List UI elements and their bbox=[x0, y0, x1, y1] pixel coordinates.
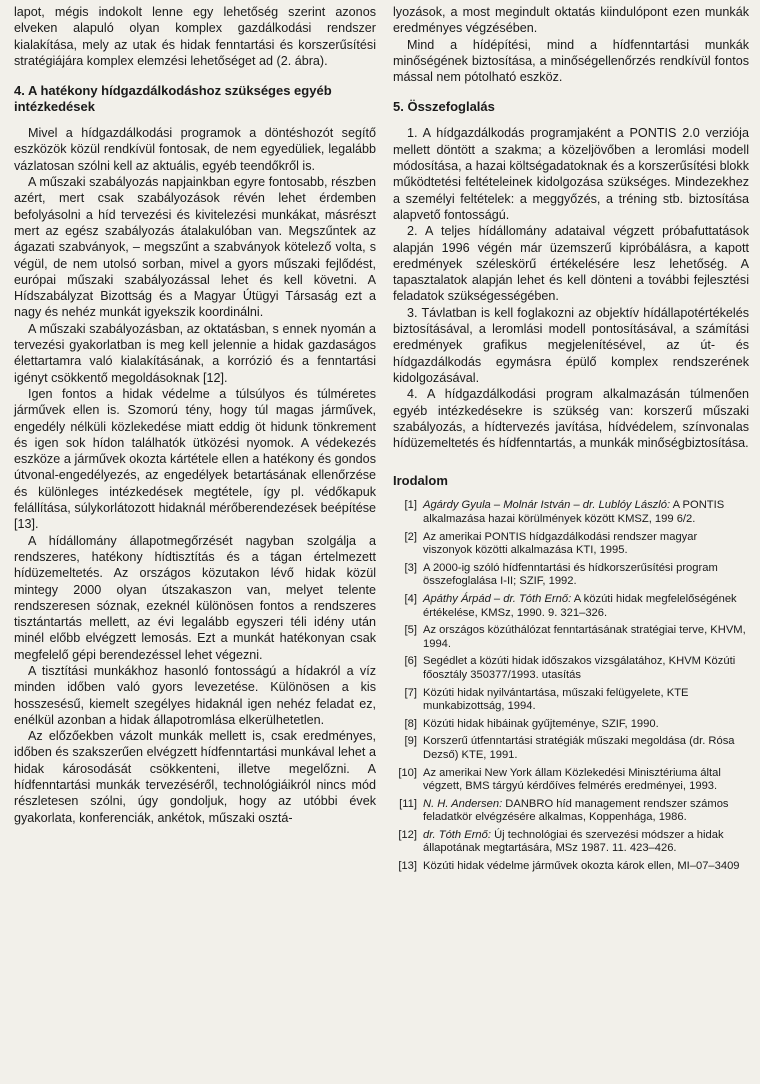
reference-item bbox=[393, 718, 749, 732]
reference-item bbox=[393, 562, 749, 589]
reference-text bbox=[423, 531, 749, 558]
reference-item bbox=[393, 798, 749, 825]
reference-author: Apáthy Árpád – dr. Tóth Ernő: bbox=[423, 592, 572, 605]
reference-author: Agárdy Gyula – Molnár István – dr. Lublóy László: bbox=[423, 499, 671, 512]
paragraph: Igen fontos a hidak védelme a túlsúlyos és túlméretes járművek ellen is. Szomorú tény, hogy túl magas járművek, engedély nélküli közlekedése miatt eddig öt hidunk tönkrement és igen sok hídon találhatók ütközési nyomok. A védekezés eszköze a járművek okozta kártétele ellen a hatékony és gondos útvonal-engedélyezés, az engedélyek betartásának ellenőrzése és különleges intézkedések megtétele, így pl. védőkapuk felállítása, súlykorlátozott hidaknál mérőberendezések beépítése [13]. bbox=[14, 386, 376, 532]
summary-item: 4. A hídgazdálkodási program alkalmazásán túlmenően egyéb intézkedésekre is szükség van: korszerű műszaki szabályozás, a hídtervezés javítása, hídvédelem, színvonalas hídüzemeltetés és hídfenntartás, a munkák minőségbiztosítása. bbox=[393, 387, 749, 451]
reference-number: [3] bbox=[404, 561, 417, 574]
paragraph: Mind a hídépítési, mind a hídfenntartási munkák minőségének biztosítása, a minőségellenőrzés rendkívül fontos mással nem pótolható eszköz. bbox=[393, 37, 749, 85]
paragraph-continued: lapot, mégis indokolt lenne egy lehetőség szerint azonos elveken alapuló olyan komplex gazdálkodási rendszer kialakítása, mely az utak és hidak fenntartási és korszerűsítési stratégiájára komplex elemzési lehetőséget ad (2. ábra). bbox=[14, 5, 376, 68]
reference-item bbox=[393, 829, 749, 856]
reference-text bbox=[423, 860, 749, 874]
reference-number: [13] bbox=[398, 860, 417, 873]
paragraph: Az előzőekben vázolt munkák mellett is, csak eredményes, időben és szakszerűen elvégzett hídfenntartási munkával lehet a hidak károsodását csökkenteni, illetve megelőzni. A hídfenntartási munkák tervezéséről, technológiáikról nincs mód részletesen szólni, úgy gondoljuk, hogy az utóbbi évek gyakorlata, konferenciák, ankétok, műszaki osztá- bbox=[14, 729, 376, 825]
reference-item bbox=[393, 531, 749, 558]
section-5-heading: 5. Összefoglalás bbox=[393, 99, 495, 115]
summary-item: 1. A hídgazdálkodás programjaként a PONTIS 2.0 verziója mellett döntött a szakma; a közeljövőben a leromlási modell módosítása, a hazai költségadatoknak és a korszerűsítési blokk működtetési feltételeinek kidolgozása szükséges. Mindezekhez a személyi feltételek: a meggyőzés, a tréning stb. biztosítása alapvető fontosságú. bbox=[393, 126, 749, 222]
paragraph: A műszaki szabályozás napjainkban egyre fontosabb, részben azért, mert csak szabályozások révén lehet érdemben befolyásolni a híd tervezési és kivitelezési munkákat, másrészt mert az egész szabályozás átalakulóban van. Megszűntek az ágazati szabványok, – megszűnt a szabványok kötelező volta, s végül, de nem utolsó sorban, mivel a gyors műszaki fejlődést, európai műszaki szabályozással lehet és kell követni. A Hídszabályzat Bizottság és a Magyar Útügyi Társaság ezt a nagy és nehéz munkát igyekszik koordinálni. bbox=[14, 175, 376, 320]
reference-text bbox=[423, 624, 749, 651]
reference-number: [11] bbox=[399, 797, 417, 810]
reference-body: Új technológiai és szervezési módszer a hidak állapotának megtartására, MSz 1987. 11. 423–426. bbox=[423, 828, 724, 855]
reference-number: [9] bbox=[404, 735, 417, 748]
reference-text bbox=[423, 829, 749, 856]
reference-body: Korszerű útfenntartási stratégiák műszaki megoldása (dr. Rósa Dezső) KTE, 1991. bbox=[423, 735, 735, 761]
reference-body: Segédlet a közúti hidak időszakos vizsgálatához, KHVM Közúti főosztály 350377/1993. utasítás bbox=[423, 655, 736, 681]
reference-body: Az országos közúthálózat fenntartásának stratégiai terve, KHVM, 1994. bbox=[423, 624, 746, 650]
reference-item bbox=[393, 593, 749, 620]
reference-text bbox=[423, 798, 749, 825]
reference-body: Az amerikai New York állam Közlekedési Minisztériuma által végzett, BMS tárgyú kérdőíves felmérés eredményei, 1993. bbox=[423, 766, 721, 793]
reference-text bbox=[423, 499, 749, 526]
reference-number: [12] bbox=[398, 828, 417, 841]
reference-author: dr. Tóth Ernő: bbox=[423, 828, 491, 841]
reference-item bbox=[393, 655, 749, 682]
reference-text bbox=[423, 767, 749, 794]
reference-text bbox=[423, 735, 749, 762]
reference-number: [7] bbox=[404, 686, 417, 699]
paragraph: A tisztítási munkákhoz hasonló fontosságú a hídakról a víz minden időben való gyors levezetése. Különösen a kis hosszesésű, kiemelt szegélyes hidaknál igen nehéz feladat ez, enélkül azonban a hidak állapotromlása elkerülhetetlen. bbox=[14, 663, 376, 727]
section-4-heading: 4. A hatékony hídgazdálkodáshoz szükséges egyéb intézkedések bbox=[14, 83, 332, 115]
references-heading: Irodalom bbox=[393, 473, 448, 489]
reference-body: A közúti hidak megfelelőségének értékelése, KMSz, 1990. 9. 321–326. bbox=[423, 592, 737, 619]
reference-body: Közúti hidak nyilvántartása, műszaki felügyelete, KTE munkabizottság, 1994. bbox=[423, 686, 689, 713]
reference-text bbox=[423, 718, 749, 732]
reference-item bbox=[393, 687, 749, 714]
paragraph: A műszaki szabályozásban, az oktatásban, s ennek nyomán a tervezési gyakorlatban is meg kell jelennie a hidak gazdaságos élettartamra való kialakításának, a korrózió és a fenntartási igényt csökkentő megoldásoknak [12]. bbox=[14, 321, 376, 385]
reference-item bbox=[393, 735, 749, 762]
reference-body: A PONTIS alkalmazása hazai körülmények között KMSZ, 199 6/2. bbox=[423, 499, 725, 526]
reference-text bbox=[423, 687, 749, 714]
reference-number: [2] bbox=[404, 530, 417, 543]
reference-item bbox=[393, 624, 749, 651]
reference-number: [8] bbox=[404, 717, 417, 730]
reference-body: Az amerikai PONTIS hídgazdálkodási rendszer magyar viszonyok közötti alkalmazása KTI, 1995. bbox=[423, 530, 698, 557]
summary-item: 3. Távlatban is kell foglakozni az objektív hídállapotértékelés biztosításával, a leromlási modell pontosításával, a számítási eredmények grafikus megjelenítésével, az út- és hídgazdálkodás egymásra épülő komplex rendszerének kidolgozásával. bbox=[393, 305, 749, 385]
paragraph: A hídállomány állapotmegőrzését nagyban szolgálja a rendszeres, hatékony hídtisztítás és a tágan értelmezett hídüzemeltetés. Az országos közutakon lévő hidak közül mintegy 2000 olyan útszakaszon van, melyet telente rendszeresen sóznak, ezeknél különösen fontos a rendszeres tisztántartás mellett, az évi legalább egyszeri téli idény után minél előbb elvégzett lemosás. Ezt a munkát hatékonyan csak megfelelő gépi berendezéssel lehet végezni. bbox=[14, 533, 376, 662]
reference-author: N. H. Andersen: bbox=[423, 797, 503, 810]
reference-body: Közúti hidak védelme járművek okozta károk ellen, MI–07–3409 bbox=[423, 860, 740, 873]
reference-number: [6] bbox=[404, 655, 417, 668]
right-column bbox=[393, 4, 749, 878]
reference-number: [4] bbox=[404, 592, 417, 605]
paragraph-continued: lyozások, a most megindult oktatás kiindulópont ezen munkák eredményes végzésében. bbox=[393, 5, 749, 36]
reference-body: DANBRO híd management rendszer számos feladatkör elvégzésére alkalmas, Koppenhága, 1986. bbox=[423, 797, 729, 824]
reference-list bbox=[393, 499, 749, 873]
reference-number: [10] bbox=[398, 766, 417, 779]
paragraph: Mivel a hídgazdálkodási programok a döntéshozót segítő eszközök közül rendkívül fontosak, de nem egyedüliek, legalább vázlatosan szólni kell az aktuális, egyéb teendőkről is. bbox=[14, 126, 376, 173]
reference-number: [5] bbox=[404, 624, 417, 637]
reference-text bbox=[423, 593, 749, 620]
reference-item bbox=[393, 767, 749, 794]
reference-text bbox=[423, 562, 749, 589]
reference-item bbox=[393, 860, 749, 874]
summary-item: 2. A teljes hídállomány adataival végzett próbafuttatások alapján 1996 végén már üzemszerű kipróbálásra, a kapott eredmények széleskörű értékelésére lesz lehetőség. A tapasztalatok alapján lehet és kell dönteni a további fejlesztési feladatok szükségességében. bbox=[393, 224, 749, 304]
reference-body: Közúti hidak hibáinak gyűjteménye, SZIF, 1990. bbox=[423, 717, 659, 730]
reference-body: A 2000-ig szóló hídfenntartási és hídkorszerűsítési program összefoglalása I-II; SZIF, 1992. bbox=[423, 561, 718, 588]
reference-text bbox=[423, 655, 749, 682]
reference-number: [1] bbox=[404, 499, 417, 512]
reference-item bbox=[393, 499, 749, 526]
left-column bbox=[14, 4, 376, 826]
